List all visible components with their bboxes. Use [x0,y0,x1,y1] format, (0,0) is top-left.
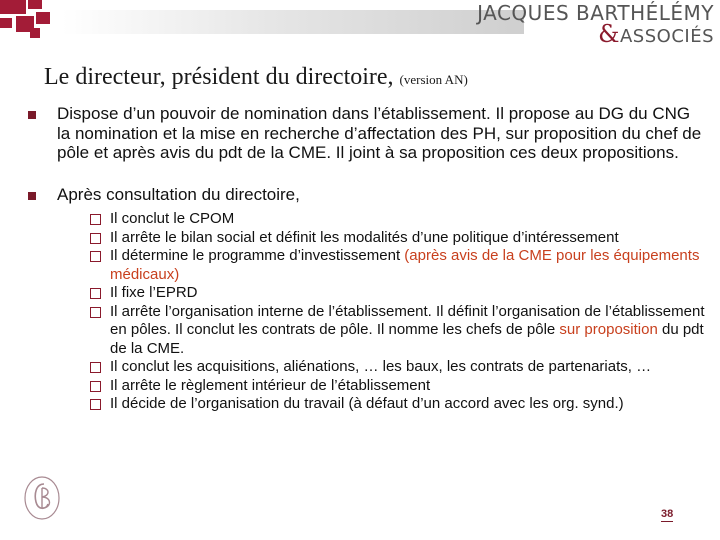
item-text: Il conclut le CPOM [110,210,235,227]
highlighted-text: sur proposition [559,321,658,338]
logo-line2 [477,20,714,48]
list-item [90,247,710,284]
checkbox-bullet-icon [90,362,101,373]
item-text: Il arrête le règlement intérieur de l’établissement [110,376,431,394]
monogram-logo-icon [22,474,62,522]
item-text: Il conclut les acquisitions, aliénations, … les baux, les contrats de partenariats, … [110,358,652,375]
slide-title [44,64,468,91]
item-text: du pdt de la CME. [110,321,704,357]
list-item [90,377,710,396]
highlighted-text: (après avis de la CME pour les équipements médicaux) [110,247,700,283]
corner-decoration [0,0,60,46]
logo-associes: ASSOCIÉS [619,26,714,47]
checkbox-bullet-icon [90,399,101,410]
checkbox-bullet-icon [90,381,101,392]
header-band [62,10,524,34]
list-item [90,229,710,248]
checkbox-bullet-icon [90,288,101,299]
item-text: Il détermine le programme d’investissement [110,247,405,264]
checkbox-bullet-icon [90,307,101,318]
list-item [90,395,710,414]
bullet-item [28,185,708,205]
list-item [90,210,710,229]
bullet-item [28,104,708,163]
checkbox-bullet-icon [90,251,101,262]
bullet-text: Dispose d’un pouvoir de nomination dans l’établissement. Il propose au DG du CNG la nomination et la mise en recherche d’affectation des PH, sur proposition du chef de pôle et après avis du pdt de la CME. Il joint à sa proposition ces deux propositions. [57,104,702,162]
item-text: Il arrête l’organisation interne de l’établissement. Il définit l’organisation de l’établissement en pôles. Il conclut les contrats de pôle. Il nomme les chefs de pôle [110,302,705,338]
sub-bullet-list [90,210,710,414]
list-item [90,303,710,359]
company-logo [477,2,714,47]
item-text: Il arrête le bilan social et définit les modalités d’une politique d’intéressement [110,228,619,246]
checkbox-bullet-icon [90,214,101,225]
checkbox-bullet-icon [90,233,101,244]
item-text: Il fixe l’EPRD [110,284,198,301]
logo-ampersand: & [598,20,620,48]
square-bullet-icon [28,192,36,200]
title-main: Le directeur, président du directoire, [44,64,394,90]
title-suffix: (version AN) [399,72,468,87]
list-item [90,284,710,303]
square-bullet-icon [28,111,36,119]
page-number: 38 [661,508,674,520]
item-text: Il décide de l’organisation du travail (à défaut d’un accord avec les org. synd.) [110,395,624,412]
list-item [90,358,710,377]
logo-line1: JACQUES BARTHÉLÉMY [477,1,714,25]
slide-content [28,104,708,414]
bullet-text: Après consultation du directoire, [57,184,300,204]
